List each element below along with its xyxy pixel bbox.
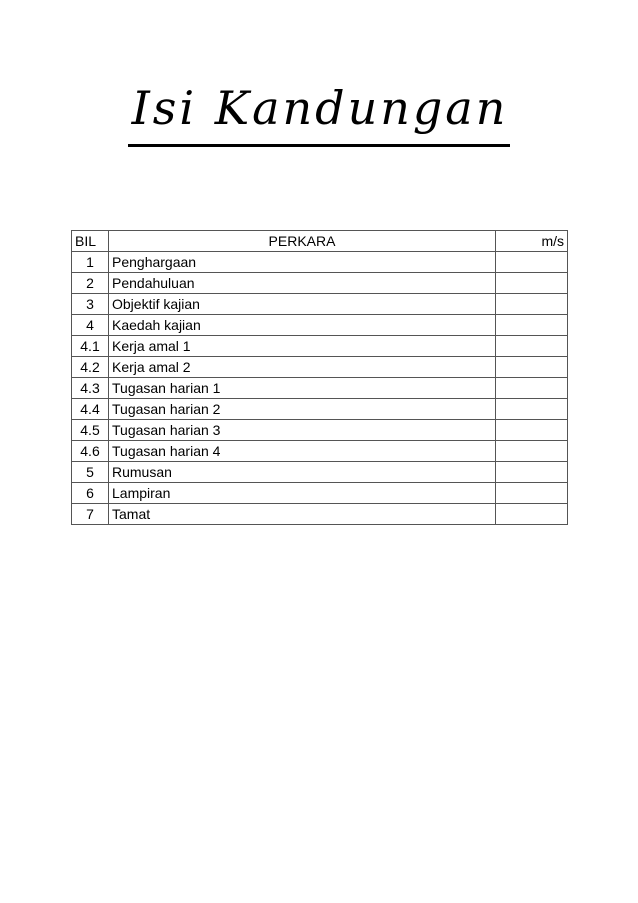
column-header-perkara: PERKARA: [109, 231, 496, 252]
row-number: 7: [72, 504, 109, 525]
row-item: Lampiran: [109, 483, 496, 504]
table-row: [72, 420, 568, 441]
page-title-container: [0, 78, 638, 147]
row-number: 1: [72, 252, 109, 273]
row-item: Kerja amal 1: [109, 336, 496, 357]
row-item: Tamat: [109, 504, 496, 525]
table-header-row: [72, 231, 568, 252]
row-number: 4.1: [72, 336, 109, 357]
table-row: [72, 483, 568, 504]
page-title: Isi Kandungan: [128, 78, 511, 147]
row-number: 4.5: [72, 420, 109, 441]
row-item: Rumusan: [109, 462, 496, 483]
row-page: [496, 420, 568, 441]
row-page: [496, 483, 568, 504]
row-item: Tugasan harian 4: [109, 441, 496, 462]
table-row: [72, 294, 568, 315]
column-header-bil: BIL: [72, 231, 109, 252]
table-row: [72, 252, 568, 273]
row-page: [496, 441, 568, 462]
row-page: [496, 273, 568, 294]
row-number: 4.3: [72, 378, 109, 399]
table-row: [72, 273, 568, 294]
row-number: 2: [72, 273, 109, 294]
row-number: 6: [72, 483, 109, 504]
row-number: 4.4: [72, 399, 109, 420]
table-row: [72, 336, 568, 357]
row-item: Kerja amal 2: [109, 357, 496, 378]
row-item: Kaedah kajian: [109, 315, 496, 336]
table-row: [72, 357, 568, 378]
row-number: 4.2: [72, 357, 109, 378]
row-item: Tugasan harian 3: [109, 420, 496, 441]
table-row: [72, 462, 568, 483]
row-page: [496, 357, 568, 378]
table-row: [72, 441, 568, 462]
table-of-contents: [71, 230, 568, 525]
table-row: [72, 315, 568, 336]
row-page: [496, 504, 568, 525]
column-header-ms: m/s: [496, 231, 568, 252]
row-page: [496, 294, 568, 315]
row-page: [496, 336, 568, 357]
table-body: [72, 252, 568, 525]
row-number: 5: [72, 462, 109, 483]
row-item: Objektif kajian: [109, 294, 496, 315]
row-item: Tugasan harian 2: [109, 399, 496, 420]
table-row: [72, 378, 568, 399]
row-number: 4: [72, 315, 109, 336]
row-item: Penghargaan: [109, 252, 496, 273]
row-page: [496, 399, 568, 420]
row-number: 4.6: [72, 441, 109, 462]
row-page: [496, 378, 568, 399]
table-row: [72, 399, 568, 420]
row-page: [496, 252, 568, 273]
row-number: 3: [72, 294, 109, 315]
row-item: Tugasan harian 1: [109, 378, 496, 399]
row-page: [496, 462, 568, 483]
table-row: [72, 504, 568, 525]
row-page: [496, 315, 568, 336]
row-item: Pendahuluan: [109, 273, 496, 294]
